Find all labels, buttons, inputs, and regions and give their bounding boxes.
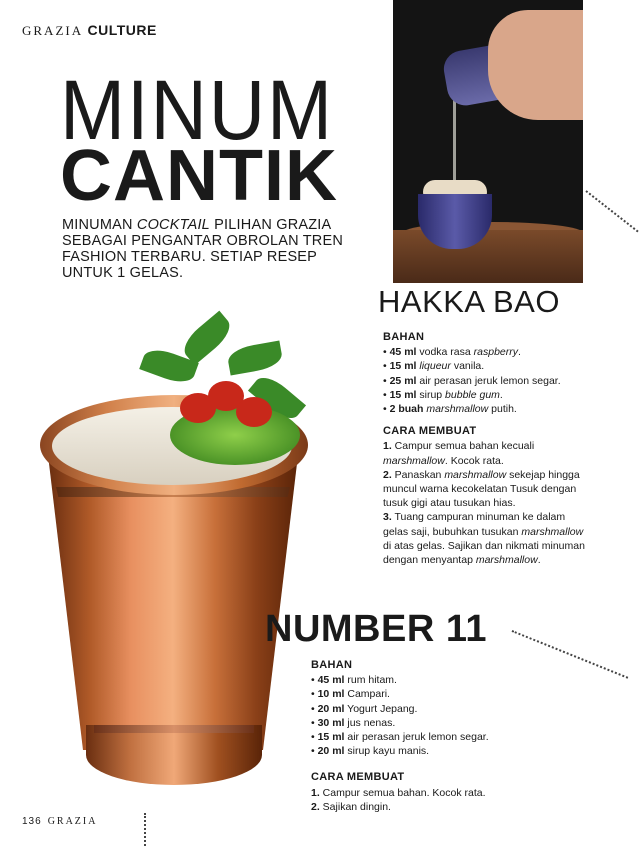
section-tag [22,22,157,39]
method-heading: CARA MEMBUAT [311,771,405,784]
list-item: • 15 ml air perasan jeruk lemon segar. [311,731,489,744]
list-item: • 15 ml liqueur vanila. [383,360,485,373]
list-item: • 45 ml vodka rasa raspberry. [383,346,521,359]
list-item: • 20 ml Yogurt Jepang. [311,702,418,715]
dotted-line-top [585,190,639,235]
feature-subtitle [62,218,362,282]
ingredient-list [311,673,541,758]
recipe-title-number-11: NUMBER 11 [265,608,487,650]
feature-title-line1: MINUM [60,63,334,157]
subtitle-text-1: MINUMAN [62,217,137,233]
section-name: CULTURE [87,22,157,38]
list-item: • 10 ml Campari. [311,688,390,701]
ingredient-list [383,345,588,416]
recipe-number-11 [311,658,541,814]
hakka-bao-photo [393,0,583,283]
subtitle-text-2: PILIHAN GRAZIA SEBAGAI PENGANTAR OBROLAN TREN FASHION TERBARU. SETIAP RESEP UNTUK 1 GELAS. [62,217,344,281]
list-item: • 15 ml sirup bubble gum. [383,388,503,401]
mint-strawberry-garnish [150,325,320,465]
list-item: • 30 ml jus nenas. [311,716,396,729]
method-step: 2. Sajikan dingin. [311,800,391,813]
method-heading: CARA MEMBUAT [383,425,477,438]
list-item: • 45 ml rum hitam. [311,674,397,687]
list-item: • 20 ml sirup kayu manis. [311,745,430,758]
recipe-title-hakka-bao: HAKKA BAO [378,284,560,319]
brand-logo: GRAZIA [22,23,84,38]
method-step: 1. Campur semua bahan kecuali marshmallow. Kocok rata. [383,440,535,467]
method-step: 3. Tuang campuran minuman ke dalam gelas saji, bubuhkan tusukan marshmallow di atas gelas. Sajikan dan nikmati minuman dengan menyantap marshmallow. [383,511,585,567]
method-step: 1. Campur semua bahan. Kocok rata. [311,786,486,799]
subtitle-emphasis: COCKTAIL [136,217,210,233]
feature-title-line2: CANTIK [60,136,338,216]
footer-brand: GRAZIA [47,816,98,827]
dotted-line-bottom [144,813,146,847]
method-step: 2. Panaskan marshmallow sekejap hingga muncul warna kecokelatan Tusuk dengan tusuk gigi atau tusukan hias. [383,468,580,510]
list-item: • 2 buah marshmallow putih. [383,403,517,416]
ingredients-heading: BAHAN [311,659,353,671]
page-folio [22,816,97,827]
recipe-hakka-bao [383,330,588,567]
ingredients-heading: BAHAN [383,331,425,343]
list-item: • 25 ml air perasan jeruk lemon segar. [383,374,561,387]
page-number: 136 [22,816,42,827]
